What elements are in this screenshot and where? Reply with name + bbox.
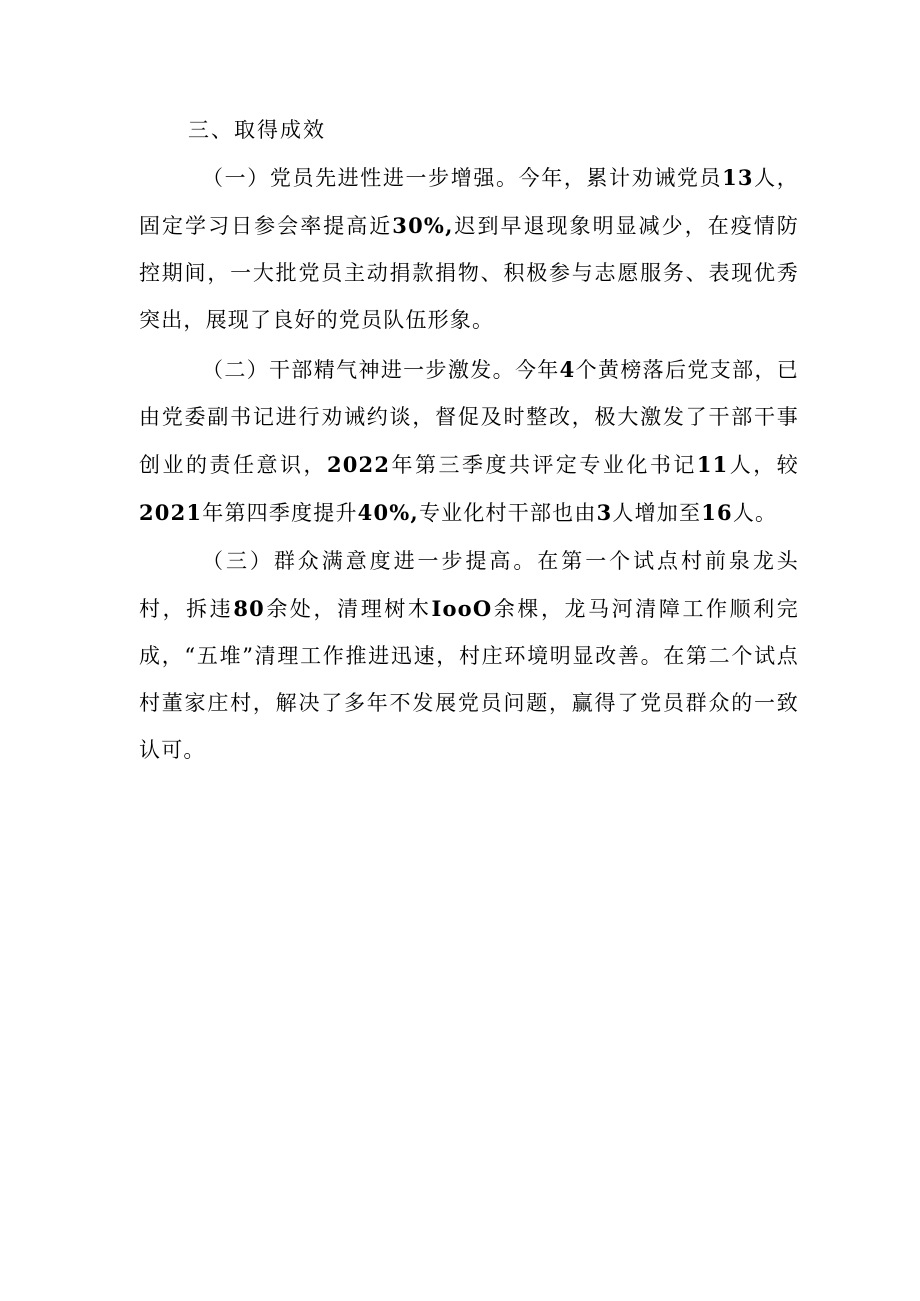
- paragraph-body: 今年，累计劝诫党员13人，固定学习日参会率提高近30%,迟到早退现象明显减少，在疫情防控期间，一大批党员主动捐款捐物、积极参与志愿服务、表现优秀突出，展现了良好的党员队伍形象。: [139, 165, 799, 332]
- paragraph-party-members: [139, 154, 799, 344]
- paragraph-cadres: [139, 346, 799, 537]
- paragraph-body: 在第一个试点村前泉龙头村，拆违80余处，清理树木IooO余棵，龙马河清障工作顺利完成，“五堆”清理工作推进迅速，村庄环境明显改善。在第二个试点村董家庄村，解决了多年不发展党员问题，赢得了党员群众的一致认可。: [139, 549, 799, 762]
- paragraph-body: 今年4个黄榜落后党支部，已由党委副书记进行劝诫约谈，督促及时整改，极大激发了干部干事创业的责任意识，2022年第三季度共评定专业化书记11人，较2021年第四季度提升40%,专业化村干部也由3人增加至16人。: [139, 357, 799, 525]
- paragraph-lead: （三）群众满意度进一步提高。: [202, 549, 538, 573]
- paragraph-lead: （一）党员先进性进一步增强。: [202, 166, 519, 190]
- paragraph-public-satisfaction: [139, 538, 799, 774]
- section-heading: 三、取得成效: [188, 118, 326, 142]
- paragraph-lead: （二）干部精气神进一步激发。: [202, 358, 515, 382]
